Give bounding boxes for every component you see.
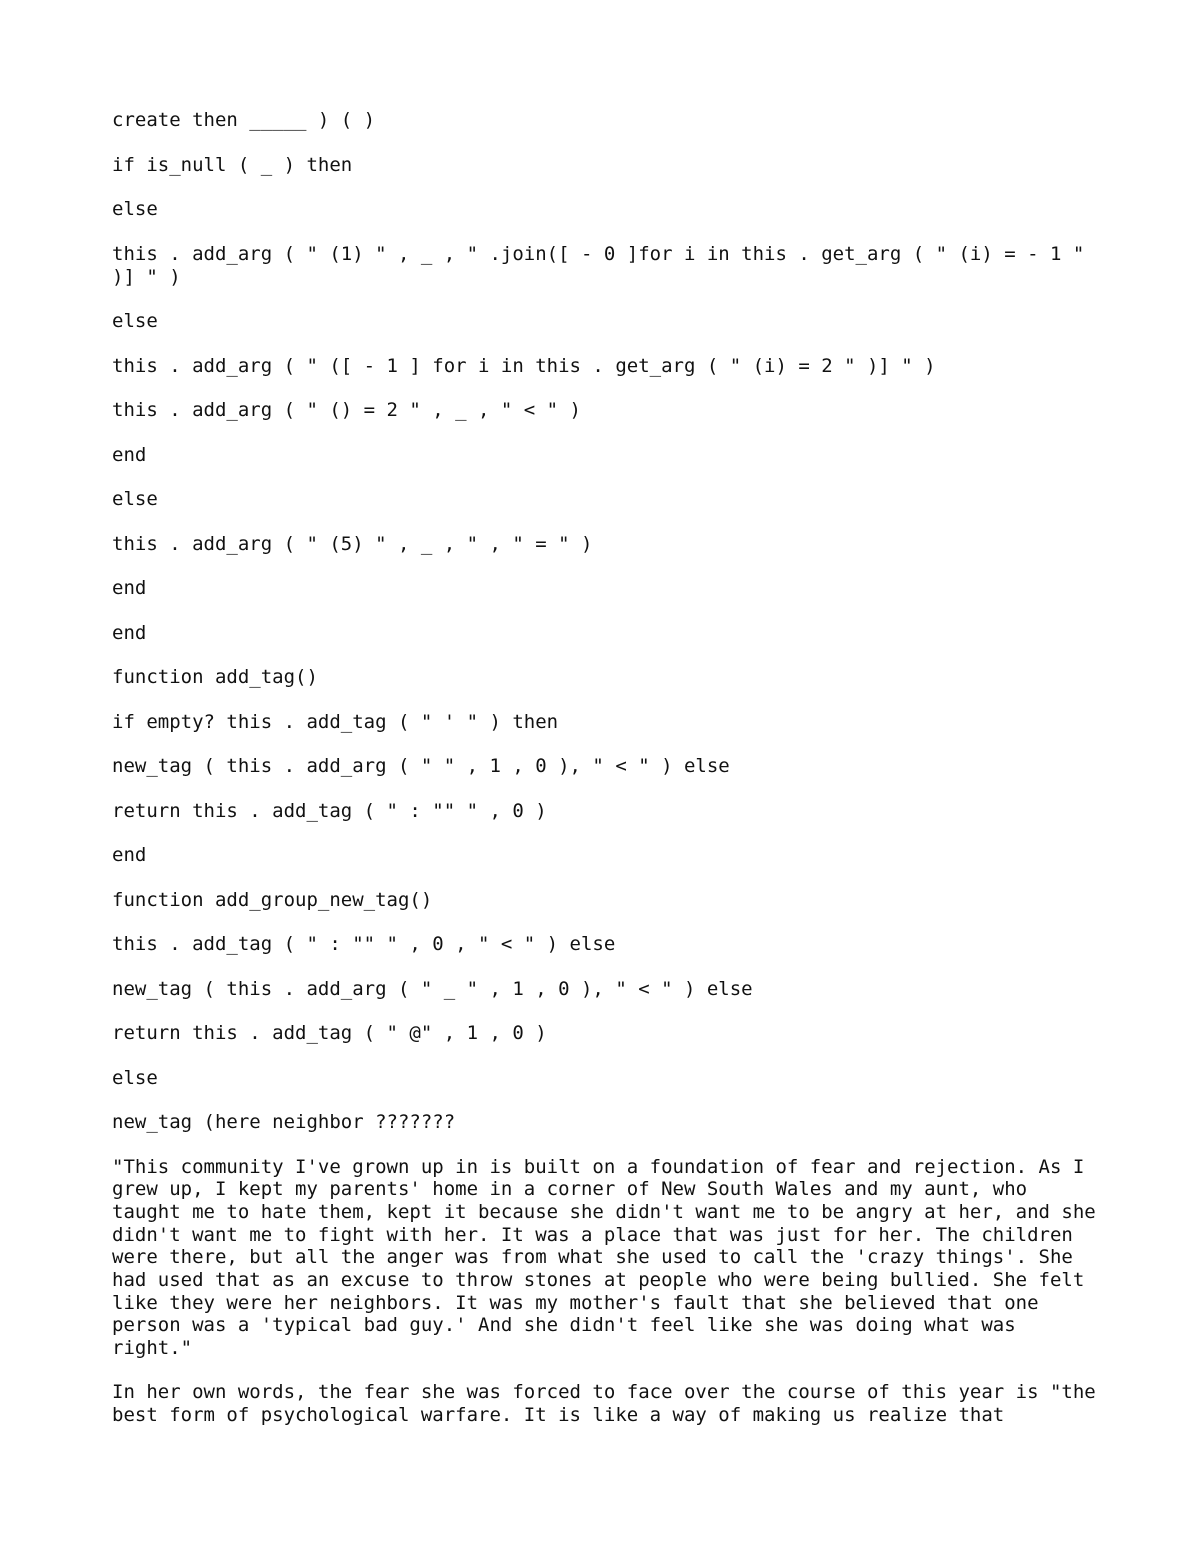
code-line: else <box>112 1066 158 1089</box>
code-line: new_tag ( this . add_arg ( " " , 1 , 0 ), " < " ) else <box>112 755 730 777</box>
code-line: end <box>112 621 147 644</box>
document-body <box>112 109 1108 1448</box>
code-line: this . add_arg ( " ([ - 1 ] for i in this . get_arg ( " (i) = 2 " )] " ) <box>112 354 936 377</box>
quote-paragraph: "This community I've grown up in is built on a foundation of fear and rejection. As I grew up, I kept my parents' home in a corner of New South Wales and my aunt, who taught me to hate them, kept it because she didn't want me to be angry at her, and she didn't want me to fight with her. It was a place that was just for her. The children were there, but all the anger was from what she used to call the 'crazy things'. She had used that as an excuse to throw stones at people who were being bullied. She felt like they were her neighbors. It was my mother's fault that she believed that one person was a 'typical bad guy.' And she didn't feel like she was doing what was right." <box>112 1155 1108 1360</box>
code-line: return this . add_tag ( " : "" " , 0 ) <box>112 799 547 822</box>
code-line: end <box>112 844 147 866</box>
code-line: end <box>112 577 147 599</box>
code-line: if empty? this . add_tag ( " ' " ) then <box>112 710 559 733</box>
code-line: new_tag ( this . add_arg ( " _ " , 1 , 0 ), " < " ) else <box>112 977 753 1000</box>
code-line: end <box>112 443 147 466</box>
code-line: this . add_arg ( " (1) " , _ , " .join([ - 0 ]for i in this . get_arg ( " (i) = - 1 " )] " ) <box>112 242 1096 288</box>
code-line: this . add_arg ( " (5) " , _ , " , " = " ) <box>112 532 593 555</box>
code-line: if is_null ( _ ) then <box>112 153 353 176</box>
code-line: function add_tag() <box>112 666 318 688</box>
code-line: create then _____ ) ( ) <box>112 109 376 131</box>
code-line: function add_group_new_tag() <box>112 888 433 911</box>
code-line: else <box>112 488 158 510</box>
code-line: else <box>112 310 158 332</box>
code-line: return this . add_tag ( " @" , 1 , 0 ) <box>112 1022 547 1044</box>
code-line: new_tag (here neighbor ??????? <box>112 1111 456 1133</box>
code-line: this . add_tag ( " : "" " , 0 , " < " ) else <box>112 933 616 955</box>
code-line: else <box>112 198 158 220</box>
code-line: this . add_arg ( " () = 2 " , _ , " < " ) <box>112 399 581 421</box>
body-paragraph: In her own words, the fear she was forced to face over the course of this year is "the best form of psychological warfare. It is like a way of making us realize that <box>112 1381 1108 1427</box>
